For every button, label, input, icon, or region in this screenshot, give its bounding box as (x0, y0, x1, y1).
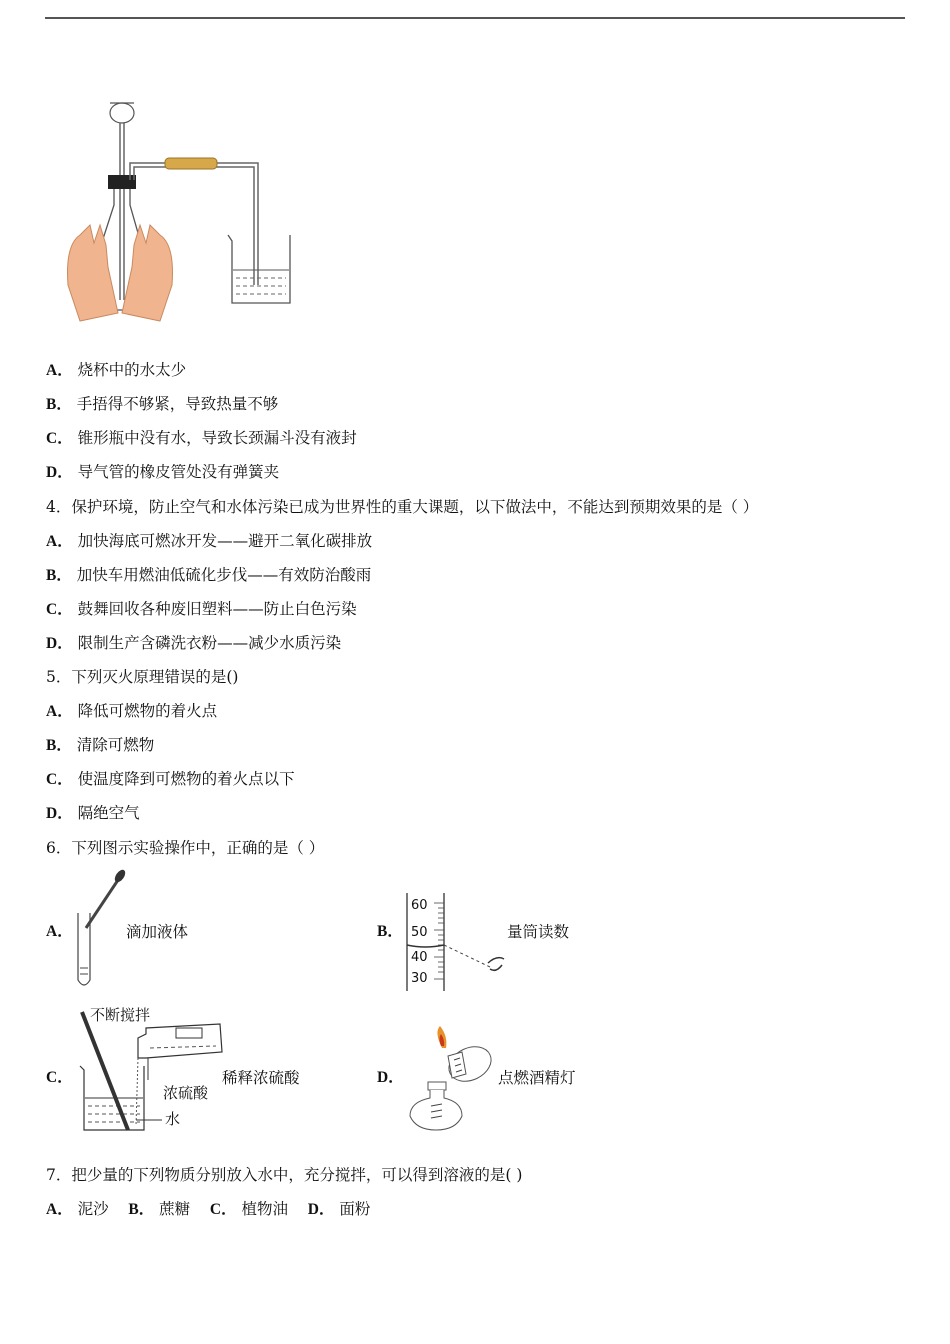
q4-option-c[interactable]: C． 鼓舞回收各种废旧塑料——防止白色污染 (46, 600, 357, 618)
q6-option-c-caption: 稀释浓硫酸 (222, 1069, 300, 1087)
q6-stem: 6．下列图示实验操作中，正确的是（ ） (46, 839, 325, 857)
q6-option-a-letter[interactable]: A． (46, 923, 73, 940)
q6-option-d-caption: 点燃酒精灯 (498, 1069, 576, 1087)
q7-option-c[interactable]: C． 植物油 (209, 1200, 289, 1218)
q5-stem: 5．下列灭火原理错误的是() (46, 668, 239, 686)
cylinder-tick-30: 30 (411, 971, 428, 986)
cylinder-tick-50: 50 (411, 925, 428, 940)
dilution-label-water: 水 (165, 1110, 181, 1128)
q7-options (46, 1198, 370, 1221)
q6-option-b-letter[interactable]: B． (377, 923, 403, 940)
q3-option-d[interactable]: D． 导气管的橡皮管处没有弹簧夹 (46, 463, 280, 481)
q4-option-b[interactable]: B． 加快车用燃油低硫化步伐——有效防治酸雨 (46, 566, 372, 584)
q4-option-d[interactable]: D． 限制生产含磷洗衣粉——减少水质污染 (46, 634, 342, 652)
cylinder-tick-40: 40 (411, 950, 428, 965)
q5-option-b[interactable]: B． 清除可燃物 (46, 736, 155, 754)
dropper-test-tube-figure (72, 868, 132, 992)
q3-option-b[interactable]: B． 手捂得不够紧，导致热量不够 (46, 395, 279, 413)
q7-option-d[interactable]: D． 面粉 (307, 1200, 371, 1218)
dilution-label-acid: 浓硫酸 (163, 1084, 209, 1102)
q6-option-c-letter[interactable]: C． (46, 1069, 73, 1086)
q5-option-d[interactable]: D． 隔绝空气 (46, 804, 140, 822)
q7-option-b[interactable]: B． 蔗糖 (128, 1200, 191, 1218)
q5-option-a[interactable]: A． 降低可燃物的着火点 (46, 702, 218, 720)
q4-option-a[interactable]: A． 加快海底可燃冰开发——避开二氧化碳排放 (46, 532, 373, 550)
q7-stem: 7．把少量的下列物质分别放入水中，充分搅拌，可以得到溶液的是( ) (46, 1166, 523, 1184)
q6-option-d-letter[interactable]: D． (377, 1069, 404, 1086)
alcohol-lamp-figure (404, 1026, 500, 1136)
q7-option-a[interactable]: A． 泥沙 (46, 1200, 109, 1218)
q5-option-c[interactable]: C． 使温度降到可燃物的着火点以下 (46, 770, 295, 788)
q3-option-c[interactable]: C． 锥形瓶中没有水，导致长颈漏斗没有液封 (46, 429, 357, 447)
q6-option-b-caption: 量筒读数 (507, 923, 570, 941)
dilution-label-stir: 不断搅拌 (90, 1006, 151, 1024)
airtightness-check-figure (60, 95, 300, 325)
top-rule (45, 17, 905, 19)
dilution-figure (76, 1008, 226, 1136)
q3-option-a[interactable]: A． 烧杯中的水太少 (46, 361, 187, 379)
q4-stem: 4．保护环境，防止空气和水体污染已成为世界性的重大课题，以下做法中，不能达到预期效果的是（ ） (46, 498, 759, 516)
cylinder-tick-60: 60 (411, 898, 428, 913)
q6-option-a-caption: 滴加液体 (126, 923, 189, 941)
